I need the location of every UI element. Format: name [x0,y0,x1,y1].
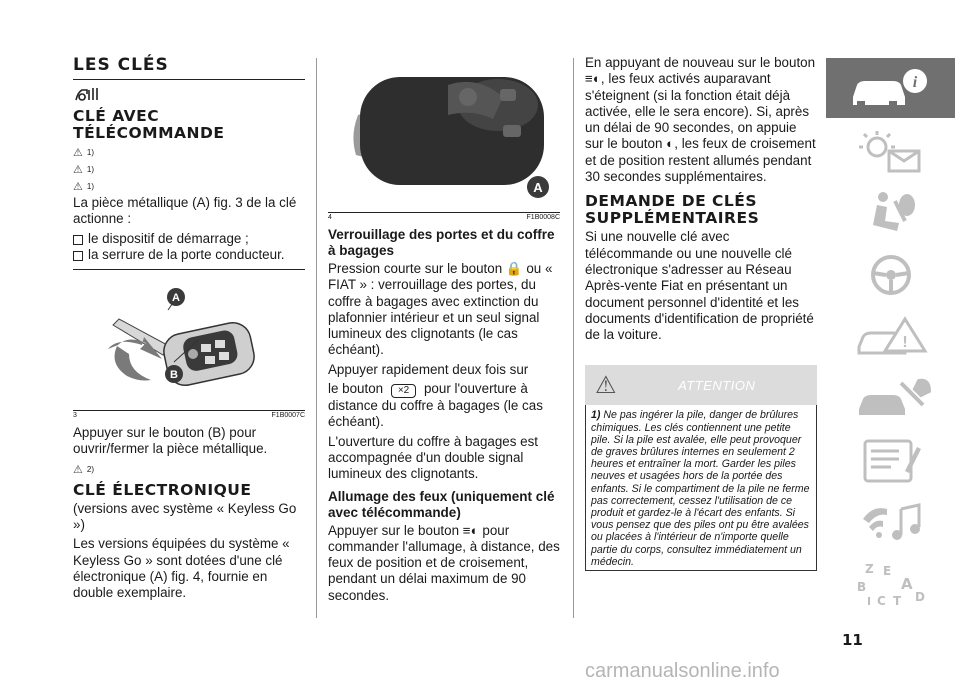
padlock-icon: 🔒 [505,261,523,276]
svg-text:E: E [882,564,891,578]
figure-label-a: A [172,292,180,305]
bullet-item: la serrure de la porte conducteur. [73,247,305,263]
warning-lights-icon [843,125,939,175]
headlights-icon: ≡◐ [462,522,479,538]
tab-specifications[interactable] [826,430,955,490]
trunk-open-text: le bouton ×2 pour l'ouverture à distance du coffre à bagages (le cas échéant). [328,381,543,430]
warning-triangle-icon: ⚠ [73,463,83,476]
warning-triangle-icon: ⚠ [73,164,83,176]
lights-text: Appuyer sur le bouton ≡◐ pour commander l'allumage, à distance, des feux de position et de croisement, pendant un délai maximum de 90 secondes. [328,522,560,603]
column-3 [585,55,817,571]
checkbox-bullet-icon [73,235,83,245]
svg-text:i: i [912,74,917,91]
specifications-icon [843,435,939,485]
tab-starting-driving[interactable] [826,244,955,304]
trunk-signal-text: L'ouverture du coffre à bagages est accompagnée d'un double signal lumineux des clignotants. [328,433,539,482]
tab-multimedia[interactable] [826,492,955,552]
car-info-icon [843,63,939,113]
svg-text:A: A [900,575,913,593]
multimedia-icon [843,497,939,547]
figure-4 [328,55,560,213]
headlights-icon: ≡◐ [585,71,601,87]
double-press-text: Appuyer rapidement deux fois sur [328,361,529,377]
headlights-icon: ◐ [666,136,675,152]
figure-label-b: B [170,369,178,382]
attention-header [585,365,817,405]
column-1 [73,55,305,605]
index-icon [843,559,939,609]
tab-safety[interactable] [826,182,955,242]
checkbox-bullet-icon [73,251,83,261]
electronic-key-illustration [328,55,560,212]
warning-ref-1: ⚠ 1) [73,147,94,159]
figure-4-caption: 4 F1B0008C [328,214,560,221]
svg-text:T: T [892,594,901,608]
button-b-text: Appuyer sur le bouton (B) pour ouvrir/fermer la pièce métallique. [73,425,268,457]
section-heading-electronique: CLÉ ÉLECTRONIQUE [73,480,252,499]
section-heading-telecommande: CLÉ AVEC TÉLÉCOMMANDE [73,107,225,142]
figure-3 [73,269,305,411]
page-number: 11 [842,631,863,649]
warning-ref-3: ⚠ 1) [73,181,94,193]
tab-maintenance[interactable] [826,368,955,428]
svg-text:I: I [866,595,871,608]
tab-car-info[interactable] [826,58,955,118]
column-2 [328,55,560,607]
request-keys-text: Si une nouvelle clé avec télécommande ou une nouvelle clé électronique s'adresser au Réseau Après-vente Fiat en présentant un document personnel d'identité et les documents d'identification de propriété de la voiture. [585,229,814,343]
tab-index[interactable] [826,554,955,614]
key-remote-icon [73,86,305,104]
svg-text:Z: Z [864,562,874,576]
svg-text:B: B [856,580,866,594]
bullet-item: le dispositif de démarrage ; [73,231,305,247]
warning-ref-4: ⚠ 2) [73,463,94,476]
tab-emergency[interactable] [826,306,955,366]
section-heading-demande: DEMANDE DE CLÉS SUPPLÉMENTAIRES [585,192,760,228]
section-heading-verrouillage: Verrouillage des portes et du coffre à bagages [328,227,555,258]
versions-text: (versions avec système « Keyless Go ») [73,500,297,533]
section-heading-allumage: Allumage des feux (uniquement clé avec télécommande) [328,488,555,520]
chapter-sidebar [826,58,955,616]
warning-triangle-icon: ⚠ [73,181,83,193]
attention-body: 1) Ne pas ingérer la pile, danger de brûlures chimiques. Les clés contiennent une petite pile. Si la pile est avalée, elle peut provoquer de graves brûlures internes en seulement 2 heures et entraîner la mort. Garder les piles neuves et usagées hors de la portée des enfants. Si le compartiment de la pile ne ferme pas correctement, cessez l'utilisation de ce produit et gardez-le à l'écart des enfants. Si vous pensez que des piles ont pu être avalées ou placées à l'intérieur de n'importe quelle partie du corps, consultez immédiatement un médecin. [585,405,817,571]
lights-continued-text: En appuyant de nouveau sur le bouton ≡◐, les feux activés auparavant s'éteignent (si la fonction était déjà activée, elle le sera encore). Si, après un délai de 90 secondes, on appuie sur le bouton ◐, les feux de croisement et de position restent allumés pendant 30 secondes supplémentaires. [585,55,816,185]
flip-key-illustration [73,270,305,410]
trunk-button-icon: ×2 [391,384,416,398]
keyless-text: Les versions équipées du système « Keyless Go » sont dotées d'une clé électronique (A) fig. 4, fournie en double exemplaire. [73,536,290,601]
warning-triangle-icon: ⚠ [73,147,83,159]
figure-label-a: A [533,180,543,195]
lock-text: Pression courte sur le bouton 🔒 ou « FIAT » : verrouillage des portes, du coffre à bagages avec extinction du plafonnier intérieur et un seul signal lumineux des clignotants (le cas échéant). [328,261,553,358]
svg-text:D: D [914,590,925,604]
steering-wheel-icon [843,249,939,299]
page-title: LES CLÉS [73,55,305,80]
attention-title: ATTENTION [678,377,756,393]
intro-text: La pièce métallique (A) fig. 3 de la clé actionne : [73,195,297,227]
safety-airbag-icon [843,187,939,237]
figure-3-caption: 3 F1B0007C [73,412,305,420]
maintenance-icon [843,373,939,423]
tab-warning-lights[interactable] [826,120,955,180]
svg-text:C: C [876,594,886,608]
warning-triangle-icon: ⚠ [595,371,617,399]
warning-ref-2: ⚠ 1) [73,164,94,176]
emergency-icon [843,311,939,361]
watermark: carmanualsonline.info [585,660,780,682]
svg-text:!: ! [901,334,908,351]
